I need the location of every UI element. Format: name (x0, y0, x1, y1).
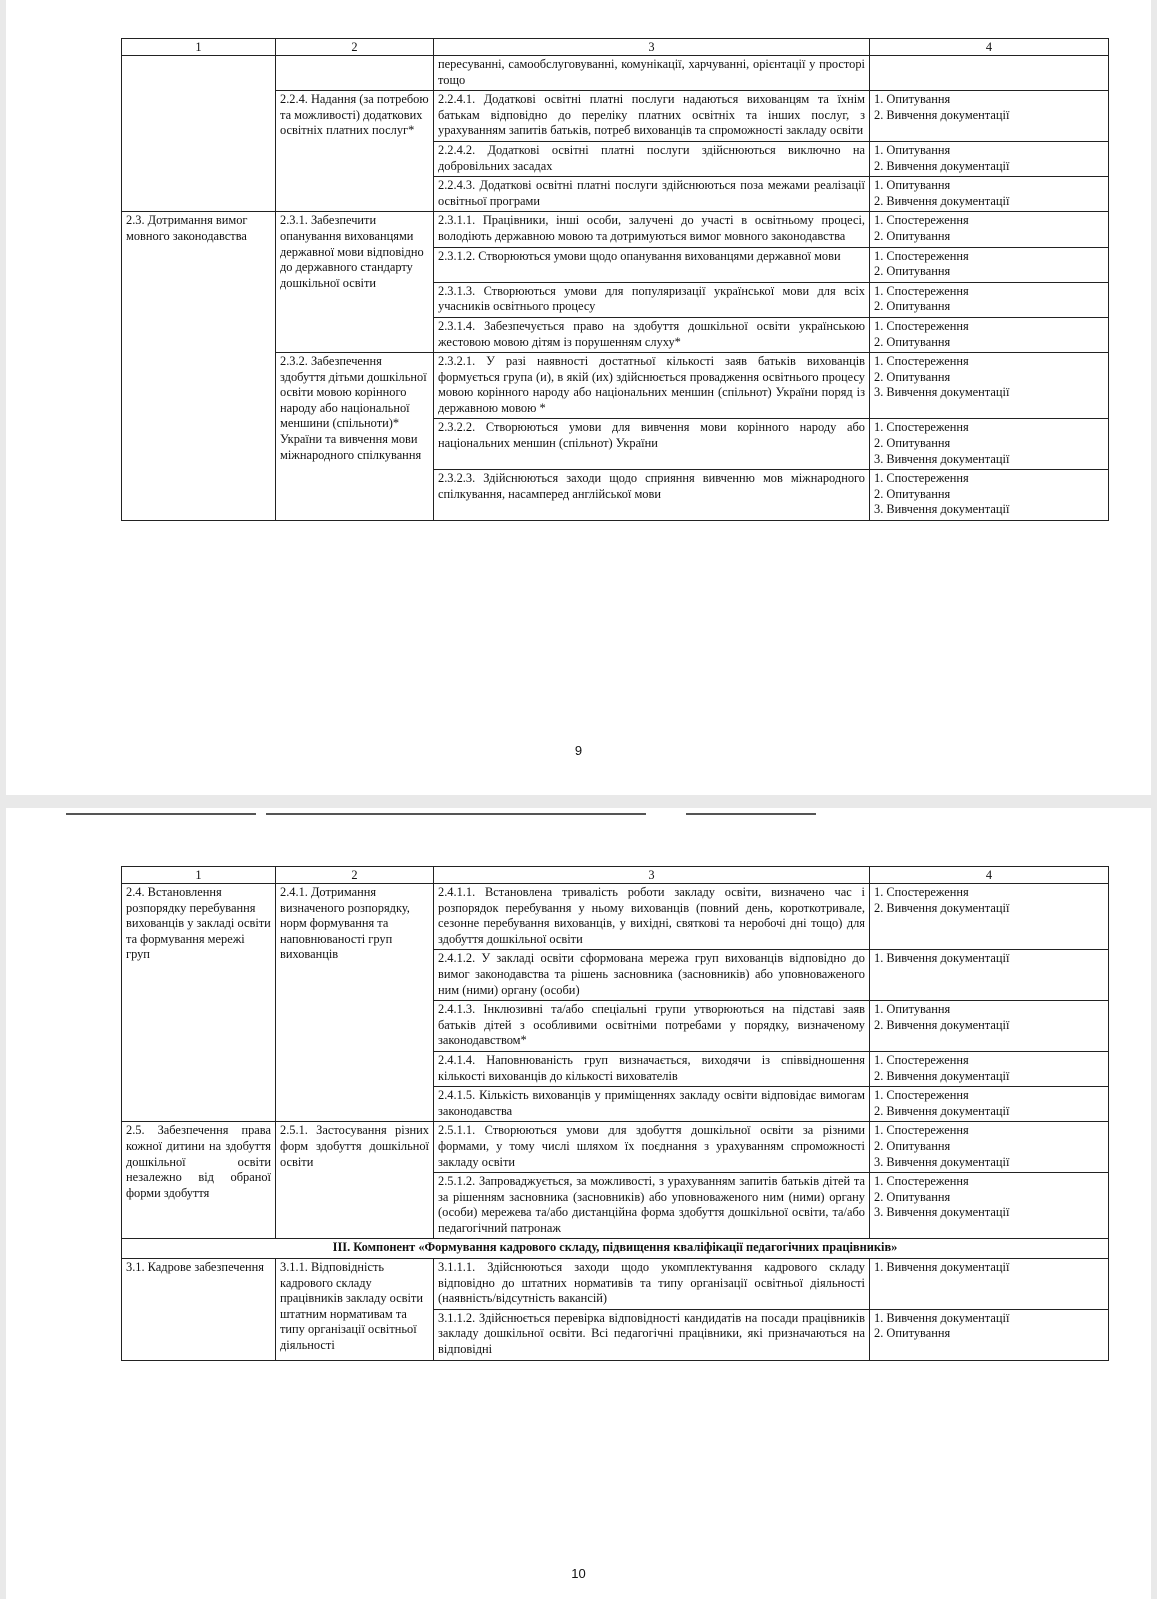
method-item: 2. Вивчення документації (874, 158, 1010, 173)
method-item: 3. Вивчення документації (874, 385, 1010, 400)
col-header: 3 (434, 39, 870, 56)
requirement-cell: 2.3.2. Забезпечення здобуття дітьми дошкільної освіти мовою корінного народу або національної меншини (спільноти)* України та вивчення мови міжнародного спілкування (276, 353, 434, 521)
indicator-cell: 3.1.1.2. Здійснюється перевірка відповідності кандидатів на посади працівників закладу дошкільної освіти. Всі педагогічні працівники, які призначаються на відповідні (434, 1309, 870, 1360)
method-item: 1. Опитування (874, 92, 951, 107)
methods-cell (870, 1259, 1109, 1310)
col-header: 3 (434, 867, 870, 884)
header-row (122, 867, 1109, 884)
method-item: 1. Вивчення документації (874, 1310, 1010, 1325)
empty-cell (122, 56, 276, 212)
page-9 (6, 0, 1151, 795)
method-item: 2. Опитування (874, 264, 951, 279)
page-number: 9 (574, 743, 583, 758)
method-item: 2. Опитування (874, 334, 951, 349)
method-item: 2. Опитування (874, 228, 951, 243)
indicator-cell: 2.3.2.1. У разі наявності достатньої кількості заяв батьків вихованців формується група (и), в якій (их) здійснюється провадження освітнього процесу мовою корінного народу або національних меншин (спільнот) України поряд із державною мовою * (434, 353, 870, 419)
col-header: 1 (122, 39, 276, 56)
methods-cell (870, 282, 1109, 317)
methods-cell (870, 950, 1109, 1001)
col-header: 4 (870, 39, 1109, 56)
method-item: 1. Спостереження (874, 1174, 969, 1189)
method-item: 2. Вивчення документації (874, 1103, 1010, 1118)
scan-artifact-line (686, 813, 816, 815)
scan-artifact-line (66, 813, 256, 815)
method-item: 3. Вивчення документації (874, 1205, 1010, 1220)
method-item: 1. Спостереження (874, 1088, 969, 1103)
method-item: 2. Вивчення документації (874, 1017, 1010, 1032)
method-item: 2. Опитування (874, 1326, 951, 1341)
indicator-cell: 2.2.4.2. Додаткові освітні платні послуги здійснюються виключно на добровільних засадах (434, 141, 870, 176)
method-item: 3. Вивчення документації (874, 1154, 1010, 1169)
method-item: 1. Спостереження (874, 318, 969, 333)
criterion-cell: 3.1. Кадрове забезпечення (122, 1259, 276, 1361)
method-item: 1. Опитування (874, 1002, 951, 1017)
indicator-cell: 2.4.1.2. У закладі освіти сформована мережа груп вихованців відповідно до вимог законодавства та рішень засновника (засновників) або уповноваженого ним (ними) органу (особи) (434, 950, 870, 1001)
method-item: 2. Опитування (874, 1138, 951, 1153)
methods-cell (870, 1001, 1109, 1052)
methods-cell (870, 1087, 1109, 1122)
criterion-cell: 2.3. Дотримання вимог мовного законодавства (122, 212, 276, 521)
header-row (122, 39, 1109, 56)
methods-cell (870, 1051, 1109, 1086)
col-header: 2 (276, 39, 434, 56)
criteria-table (121, 866, 1109, 1361)
table-row (122, 1122, 1109, 1173)
indicator-cell: 2.5.1.2. Запроваджується, за можливості, з урахуванням запитів батьків дітей та за рішенням засновника (засновників) або уповноваженого ним (ними) органу (особи) мережева та/або дистанційна форма здобуття дошкільної освіти, та/або педагогічний патронаж (434, 1173, 870, 1239)
method-item: 2. Вивчення документації (874, 1068, 1010, 1083)
method-item: 1. Спостереження (874, 354, 969, 369)
method-item: 2. Опитування (874, 369, 951, 384)
methods-cell (870, 317, 1109, 352)
method-item: 2. Опитування (874, 299, 951, 314)
section-row (122, 1239, 1109, 1259)
requirement-cell: 2.5.1. Застосування різних форм здобуття дошкільної освіти (276, 1122, 434, 1239)
indicator-cell: 2.3.2.2. Створюються умови для вивчення мови корінного народу або національних меншин (спільнот) України (434, 419, 870, 470)
methods-cell (870, 353, 1109, 419)
table-row (122, 884, 1109, 950)
table-row (122, 56, 1109, 91)
method-item: 1. Вивчення документації (874, 1260, 1010, 1275)
methods-cell (870, 177, 1109, 212)
table-row (122, 212, 1109, 247)
indicator-cell: 2.4.1.3. Інклюзивні та/або спеціальні групи утворюються на підставі заяв батьків дітей з особливими освітніми потребами у порядку, визначеному законодавством* (434, 1001, 870, 1052)
method-item: 1. Спостереження (874, 471, 969, 486)
methods-cell (870, 1173, 1109, 1239)
method-item: 1. Спостереження (874, 248, 969, 263)
table-row (122, 1259, 1109, 1310)
method-item: 1. Спостереження (874, 1052, 969, 1067)
indicator-cell: 2.2.4.3. Додаткові освітні платні послуги здійснюються поза межами реалізації освітньої програми (434, 177, 870, 212)
method-item: 2. Опитування (874, 1189, 951, 1204)
indicator-cell: 2.4.1.1. Встановлена тривалість роботи закладу освіти, визначено час і розпорядок перебування у ньому вихованців (повний день, короткотривале, сезонне перебування вихованців, у вихідні, святкові та неробочі дні тощо) для здобуття дошкільної освіти (434, 884, 870, 950)
page-10 (6, 808, 1151, 1599)
method-item: 3. Вивчення документації (874, 451, 1010, 466)
col-header: 4 (870, 867, 1109, 884)
criterion-cell: 2.4. Встановлення розпорядку перебування вихованців у закладі освіти та формування мережі груп (122, 884, 276, 1122)
indicator-cell: 2.3.1.4. Забезпечується право на здобуття дошкільної освіти українською жестовою мовою дітям із порушенням слуху* (434, 317, 870, 352)
methods-cell (870, 91, 1109, 142)
method-item: 3. Вивчення документації (874, 502, 1010, 517)
requirement-cell: 3.1.1. Відповідність кадрового складу працівників закладу освіти штатним нормативам та типу організації освітньої діяльності (276, 1259, 434, 1361)
method-item: 2. Вивчення документації (874, 107, 1010, 122)
criterion-cell: 2.5. Забезпечення права кожної дитини на здобуття дошкільної освіти незалежно від обраної форми здобуття (122, 1122, 276, 1239)
methods-cell (870, 470, 1109, 521)
indicator-cell: 3.1.1.1. Здійснюються заходи щодо укомплектування кадрового складу відповідно до штатних нормативів та типу організації освітньої діяльності (наявність/відсутність вакансій) (434, 1259, 870, 1310)
section-heading: ІІІ. Компонент «Формування кадрового складу, підвищення кваліфікації педагогічних працівників» (122, 1239, 1109, 1259)
criteria-table (121, 38, 1109, 521)
method-item: 1. Опитування (874, 178, 951, 193)
indicator-cell: 2.3.1.2. Створюються умови щодо опанування вихованцями державної мови (434, 247, 870, 282)
method-item: 2. Опитування (874, 486, 951, 501)
col-header: 1 (122, 867, 276, 884)
method-item: 2. Опитування (874, 436, 951, 451)
page-number: 10 (571, 1566, 586, 1581)
method-item: 2. Вивчення документації (874, 900, 1010, 915)
method-item: 1. Спостереження (874, 420, 969, 435)
method-item: 2. Вивчення документації (874, 193, 1010, 208)
indicator-cell: пересуванні, самообслуговуванні, комунікації, харчуванні, орієнтації у просторі тощо (434, 56, 870, 91)
requirement-cell: 2.4.1. Дотримання визначеного розпорядку, норм формування та наповнюваності груп вихованців (276, 884, 434, 1122)
methods-cell (870, 1309, 1109, 1360)
indicator-cell: 2.5.1.1. Створюються умови для здобуття дошкільної освіти за різними формами, у тому числі шляхом їх поєднання з урахуванням спроможності закладу освіти (434, 1122, 870, 1173)
requirement-cell: 2.3.1. Забезпечити опанування вихованцями державної мови відповідно до державного стандарту дошкільної освіти (276, 212, 434, 353)
scan-artifact-line (266, 813, 646, 815)
indicator-cell: 2.3.1.3. Створюються умови для популяризації української мови для всіх учасників освітнього процесу (434, 282, 870, 317)
empty-cell (870, 56, 1109, 91)
method-item: 1. Спостереження (874, 283, 969, 298)
indicator-cell: 2.4.1.5. Кількість вихованців у приміщеннях закладу освіти відповідає вимогам законодавства (434, 1087, 870, 1122)
indicator-cell: 2.3.2.3. Здійснюються заходи щодо сприяння вивченню мов міжнародного спілкування, насамперед англійської мови (434, 470, 870, 521)
method-item: 1. Спостереження (874, 885, 969, 899)
methods-cell (870, 884, 1109, 950)
empty-cell (276, 56, 434, 91)
methods-cell (870, 247, 1109, 282)
indicator-cell: 2.2.4.1. Додаткові освітні платні послуги надаються вихованцям та їхнім батькам відповідно до переліку платних освітніх та інших послуг, з урахуванням запитів батьків, потреб вихованців та спроможності закладу освіти (434, 91, 870, 142)
indicator-cell: 2.3.1.1. Працівники, інші особи, залучені до участі в освітньому процесі, володіють державною мовою та дотримуються вимог мовного законодавства (434, 212, 870, 247)
method-item: 1. Спостереження (874, 213, 969, 228)
methods-cell (870, 212, 1109, 247)
methods-cell (870, 419, 1109, 470)
requirement-cell: 2.2.4. Надання (за потребою та можливості) додаткових освітніх платних послуг* (276, 91, 434, 212)
col-header: 2 (276, 867, 434, 884)
methods-cell (870, 1122, 1109, 1173)
indicator-cell: 2.4.1.4. Наповнюваність груп визначається, виходячи із співвідношення кількості вихованців до кількості вихователів (434, 1051, 870, 1086)
methods-cell (870, 141, 1109, 176)
method-item: 1. Опитування (874, 142, 951, 157)
method-item: 1. Спостереження (874, 1123, 969, 1138)
method-item: 1. Вивчення документації (874, 951, 1010, 966)
